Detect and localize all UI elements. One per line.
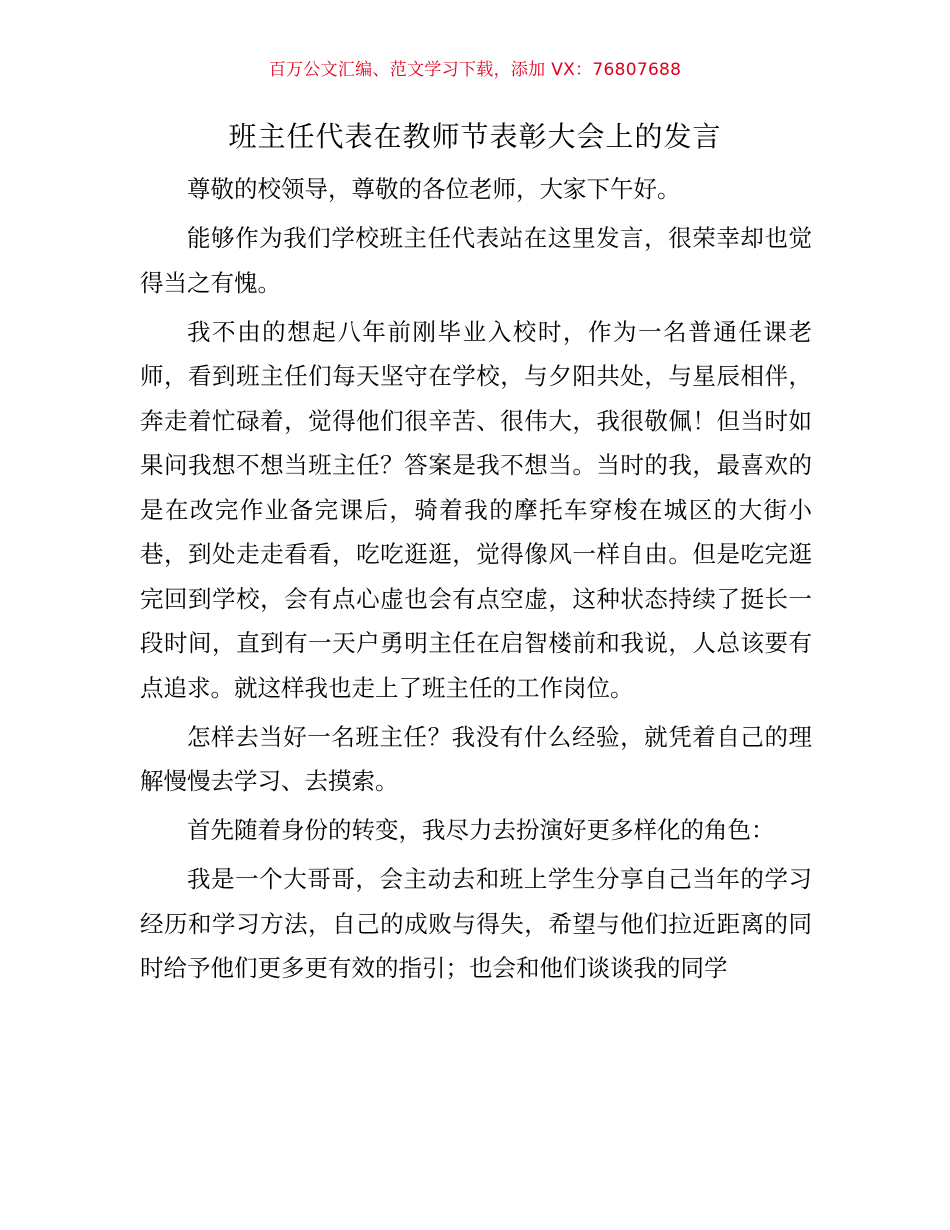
- header-banner: 百万公文汇编、范文学习下载，添加 VX：76807688: [268, 60, 682, 80]
- paragraph-honor: 能够作为我们学校班主任代表站在这里发言，很荣幸却也觉得当之有愧。: [140, 224, 812, 297]
- paragraph-big-brother: 我是一个大哥哥，会主动去和班上学生分享自己当年的学习经历和学习方法，自己的成败与得失，希望与他们拉近距离的同时给予他们更多更有效的指引；也会和他们谈谈我的同学: [140, 865, 812, 982]
- paragraph-how-to: 怎样去当好一名班主任？我没有什么经验，就凭着自己的理解慢慢去学习、去摸索。: [140, 722, 812, 795]
- paragraph-memory: 我不由的想起八年前刚毕业入校时，作为一名普通任课老师，看到班主任们每天坚守在学校，与夕阳共处，与星辰相伴，奔走着忙碌着，觉得他们很辛苦、很伟大，我很敬佩！但当时如果问我想不想当班主任？答案是我不想当。当时的我，最喜欢的是在改完作业备完课后，骑着我的摩托车穿梭在城区的大街小巷，到处走走看看，吃吃逛逛，觉得像风一样自由。但是吃完逛完回到学校，会有点心虚也会有点空虚，这种状态持续了挺长一段时间，直到有一天户勇明主任在启智楼前和我说，人总该要有点追求。就这样我也走上了班主任的工作岗位。: [140, 317, 812, 702]
- paragraph-roles: 首先随着身份的转变，我尽力去扮演好更多样化的角色：: [187, 816, 775, 844]
- document-body: [140, 167, 812, 991]
- paragraph-greeting: 尊敬的校领导，尊敬的各位老师，大家下午好。: [187, 175, 681, 203]
- document-title: 班主任代表在教师节表彰大会上的发言: [228, 120, 722, 153]
